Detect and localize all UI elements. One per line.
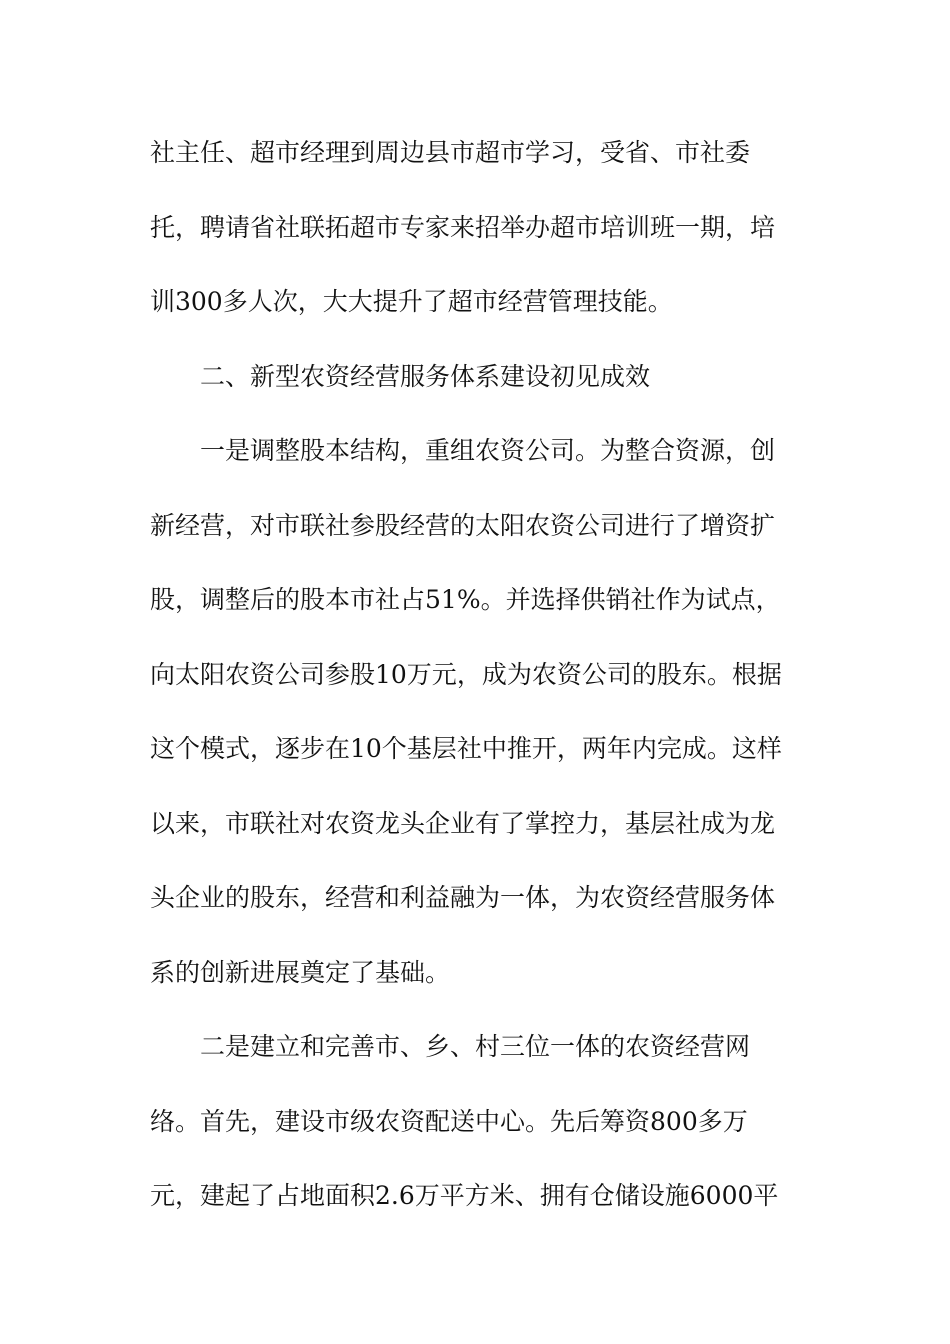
section-heading: 二、新型农资经营服务体系建设初见成效 [200, 361, 651, 391]
text-line: 头企业的股东，经营和利益融为一体，为农资经营服务体 [150, 883, 776, 912]
paragraph-start: 二是建立和完善市、乡、村三位一体的农资经营网 [200, 1032, 751, 1061]
paragraph-start: 一是调整股本结构，重组农资公司。为整合资源，创 [200, 436, 776, 465]
text-line: 托，聘请省社联拓超市专家来招举办超市培训班一期，培 [150, 212, 776, 242]
text-line: 向太阳农资公司参股10万元，成为农资公司的股东。根据 [150, 659, 782, 689]
text-line: 训300多人次，大大提升了超市经营管理技能。 [150, 287, 673, 316]
text-line: 以来，市联社对农资龙头企业有了掌控力，基层社成为龙 [150, 808, 776, 838]
text-line: 元，建起了占地面积2.6万平方米、拥有仓储设施6000平 [150, 1181, 779, 1210]
text-line: 这个模式，逐步在10个基层社中推开，两年内完成。这样 [150, 734, 782, 763]
text-line: 系的创新进展奠定了基础。 [150, 957, 451, 987]
text-line: 新经营，对市联社参股经营的太阳农资公司进行了增资扩 [150, 510, 776, 540]
text-line: 股，调整后的股本市社占51%。并选择供销社作为试点， [150, 585, 781, 614]
text-line: 络。首先，建设市级农资配送中心。先后筹资800多万 [150, 1106, 748, 1136]
text-line: 社主任、超市经理到周边县市超市学习，受省、市社委 [150, 138, 751, 167]
body-text [150, 128, 810, 1246]
